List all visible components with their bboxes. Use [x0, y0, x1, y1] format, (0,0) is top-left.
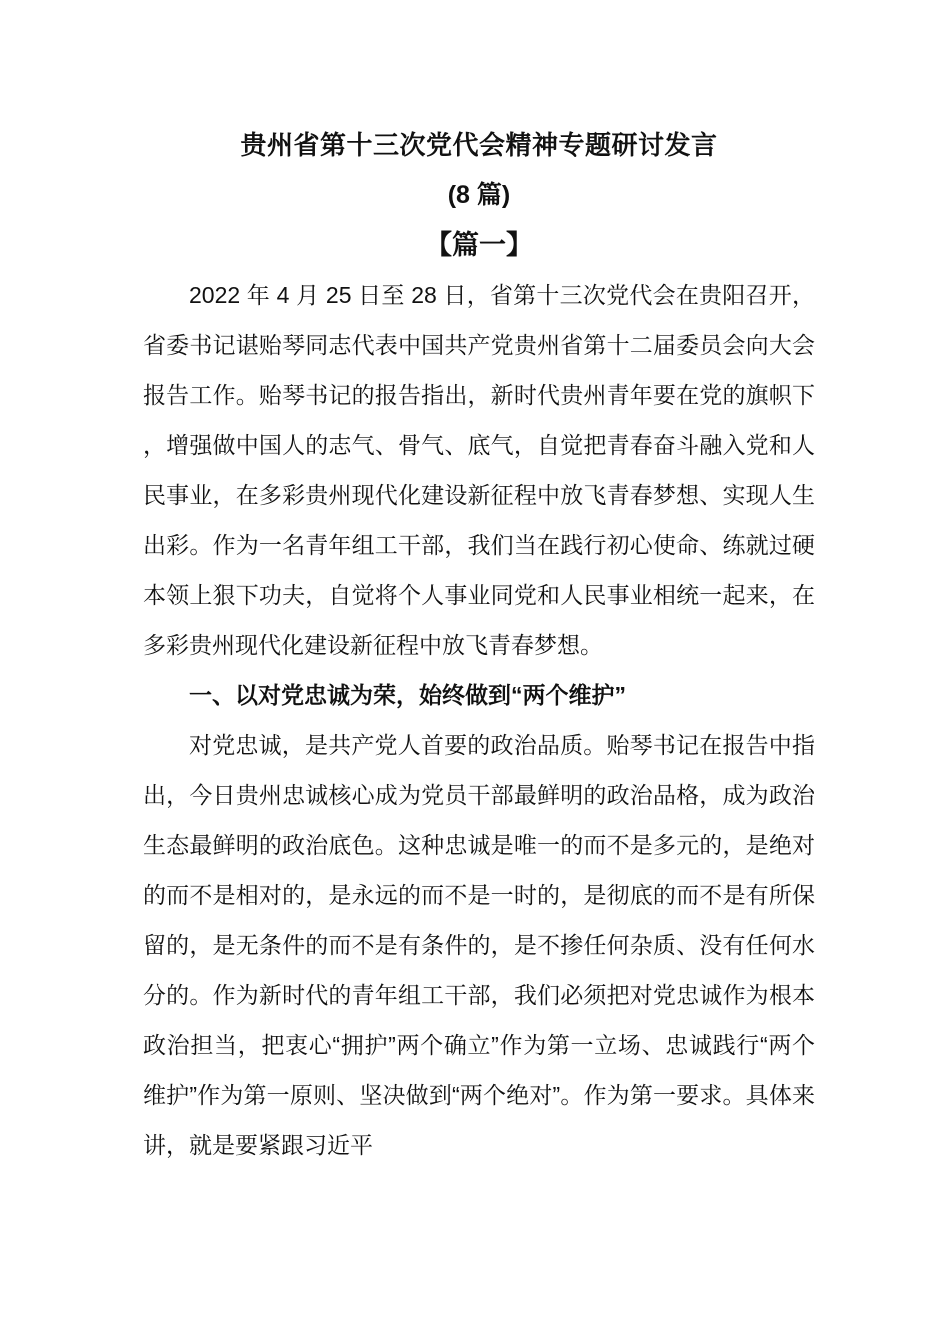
document-title: 贵州省第十三次党代会精神专题研讨发言	[240, 130, 718, 160]
body-paragraph: 对党忠诚，是共产党人首要的政治品质。贻琴书记在报告中指出，今日贵州忠诚核心成为党员干部最鲜明的政治品格，成为政治生态最鲜明的政治底色。这种忠诚是唯一的而不是多元的，是绝对的而不是相对的，是永远的而不是一时的，是彻底的而不是有所保留的，是无条件的而不是有条件的，是不掺任何杂质、没有任何水分的。作为新时代的青年组工干部，我们必须把对党忠诚作为根本政治担当，把衷心“拥护”两个确立”作为第一立场、忠诚践行“两个维护”作为第一原则、坚决做到“两个绝对”。作为第一要求。具体来讲，就是要紧跟习近平	[143, 732, 815, 1158]
body-paragraph: 2022 年 4 月 25 日至 28 日，省第十三次党代会在贵阳召开，省委书记谌贻琴同志代表中国共产党贵州省第十二届委员会向大会报告工作。贻琴书记的报告指出，新时代贵州青年要在党的旗帜下，增强做中国人的志气、骨气、底气，自觉把青春奋斗融入党和人民事业，在多彩贵州现代化建设新征程中放飞青春梦想、实现人生出彩。作为一名青年组工干部，我们当在践行初心使命、练就过硬本领上狠下功夫，自觉将个人事业同党和人民事业相统一起来，在多彩贵州现代化建设新征程中放飞青春梦想。	[143, 282, 815, 658]
article-body	[143, 270, 815, 1170]
section-marker: 【篇一】	[425, 230, 533, 260]
document-subtitle: (8 篇)	[447, 181, 511, 209]
section-heading: 一、以对党忠诚为荣，始终做到“两个维护”	[189, 682, 626, 708]
